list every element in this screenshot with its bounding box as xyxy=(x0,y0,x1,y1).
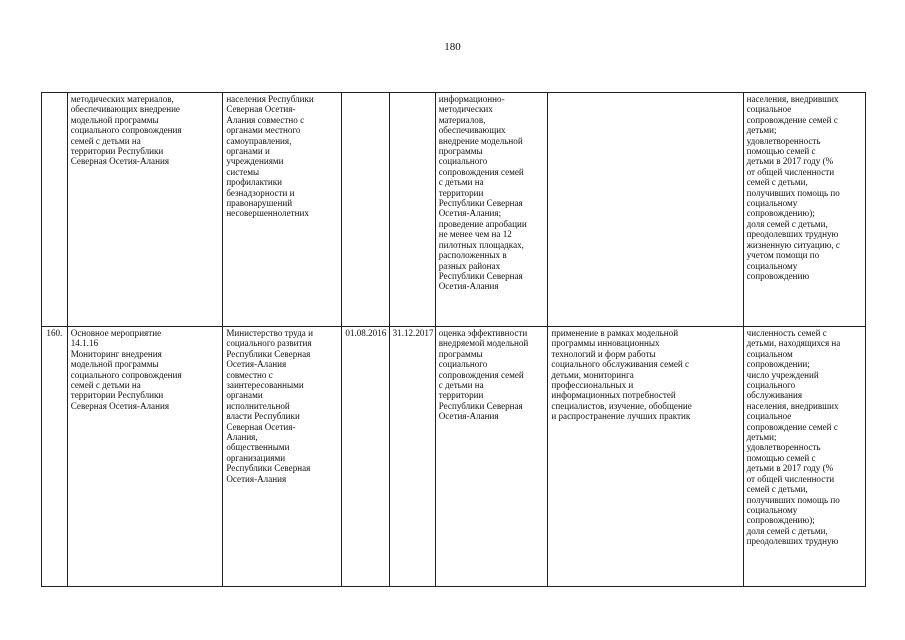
row-number-cell xyxy=(42,93,68,327)
row-number-cell: 160. xyxy=(42,327,68,587)
executor-cell: населения Республики Северная Осетия- Алания совместно с органами местного самоуправления, органами и учреждениями системы профилактики безнадзорности и правонарушений несовершеннолетних xyxy=(223,93,342,327)
end-date-cell: 31.12.2017 xyxy=(389,327,435,587)
activity-name-cell: методических материалов, обеспечивающих внедрение модельной программы социального сопровождения семей с детьми на территории Республики Северная Осетия-Алания xyxy=(67,93,223,327)
executor-cell: Министерство труда и социального развития Республики Северная Осетия-Алания совместно с заинтересованными органами исполнительной власти Республики Северная Осетия- Алания, общественными организациями Республики Северная Осетия-Алания xyxy=(223,327,342,587)
activity-name-cell: Основное мероприятие 14.1.16 Мониторинг внедрения модельной программы социального сопровождения семей с детьми на территории Республики Северная Осетия-Алания xyxy=(67,327,223,587)
end-date-cell xyxy=(389,93,435,327)
mechanism-cell xyxy=(548,93,743,327)
indicators-cell: численность семей с детьми, находящихся на социальном сопровождении; число учреждений социального обслуживания населения, внедривших социальное сопровождение семей с детьми; удовлетворенность помощью семей с детьми в 2017 году (% от общей численности семей с детьми, получивших помощь по социальному сопровождению); доля семей с детьми, преодолевших трудную xyxy=(743,327,865,587)
page-number: 180 xyxy=(444,41,461,53)
indicators-cell: населения, внедривших социальное сопровождение семей с детьми; удовлетворенность помощью семей с детьми в 2017 году (% от общей численности семей с детьми, получивших помощь по социальному сопровождению); доля семей с детьми, преодолевших трудную жизненную ситуацию, с учетом помощи по социальному сопровождению xyxy=(743,93,865,327)
table-row xyxy=(42,93,866,327)
table-row xyxy=(42,327,866,587)
start-date-cell: 01.08.2016 xyxy=(342,327,389,587)
mechanism-cell: применение в рамках модельной программы инновационных технологий и форм работы социального обслуживания семей с детьми, мониторинга профессиональных и информационных потребностей специалистов, изучение, обобщение и распространение лучших практик xyxy=(548,327,743,587)
start-date-cell xyxy=(342,93,389,327)
expected-result-cell: информационно- методических материалов, обеспечивающих внедрение модельной программы социального сопровождения семей с детьми на территории Республики Северная Осетия-Алания; проведение апробации не менее чем на 12 пилотных площадках, расположенных в разных районах Республики Северная Осетия-Алания xyxy=(435,93,548,327)
program-activities-table xyxy=(41,92,866,587)
expected-result-cell: оценка эффективности внедряемой модельной программы социального сопровождения семей с детьми на территории Республики Северная Осетия-Алания xyxy=(435,327,548,587)
